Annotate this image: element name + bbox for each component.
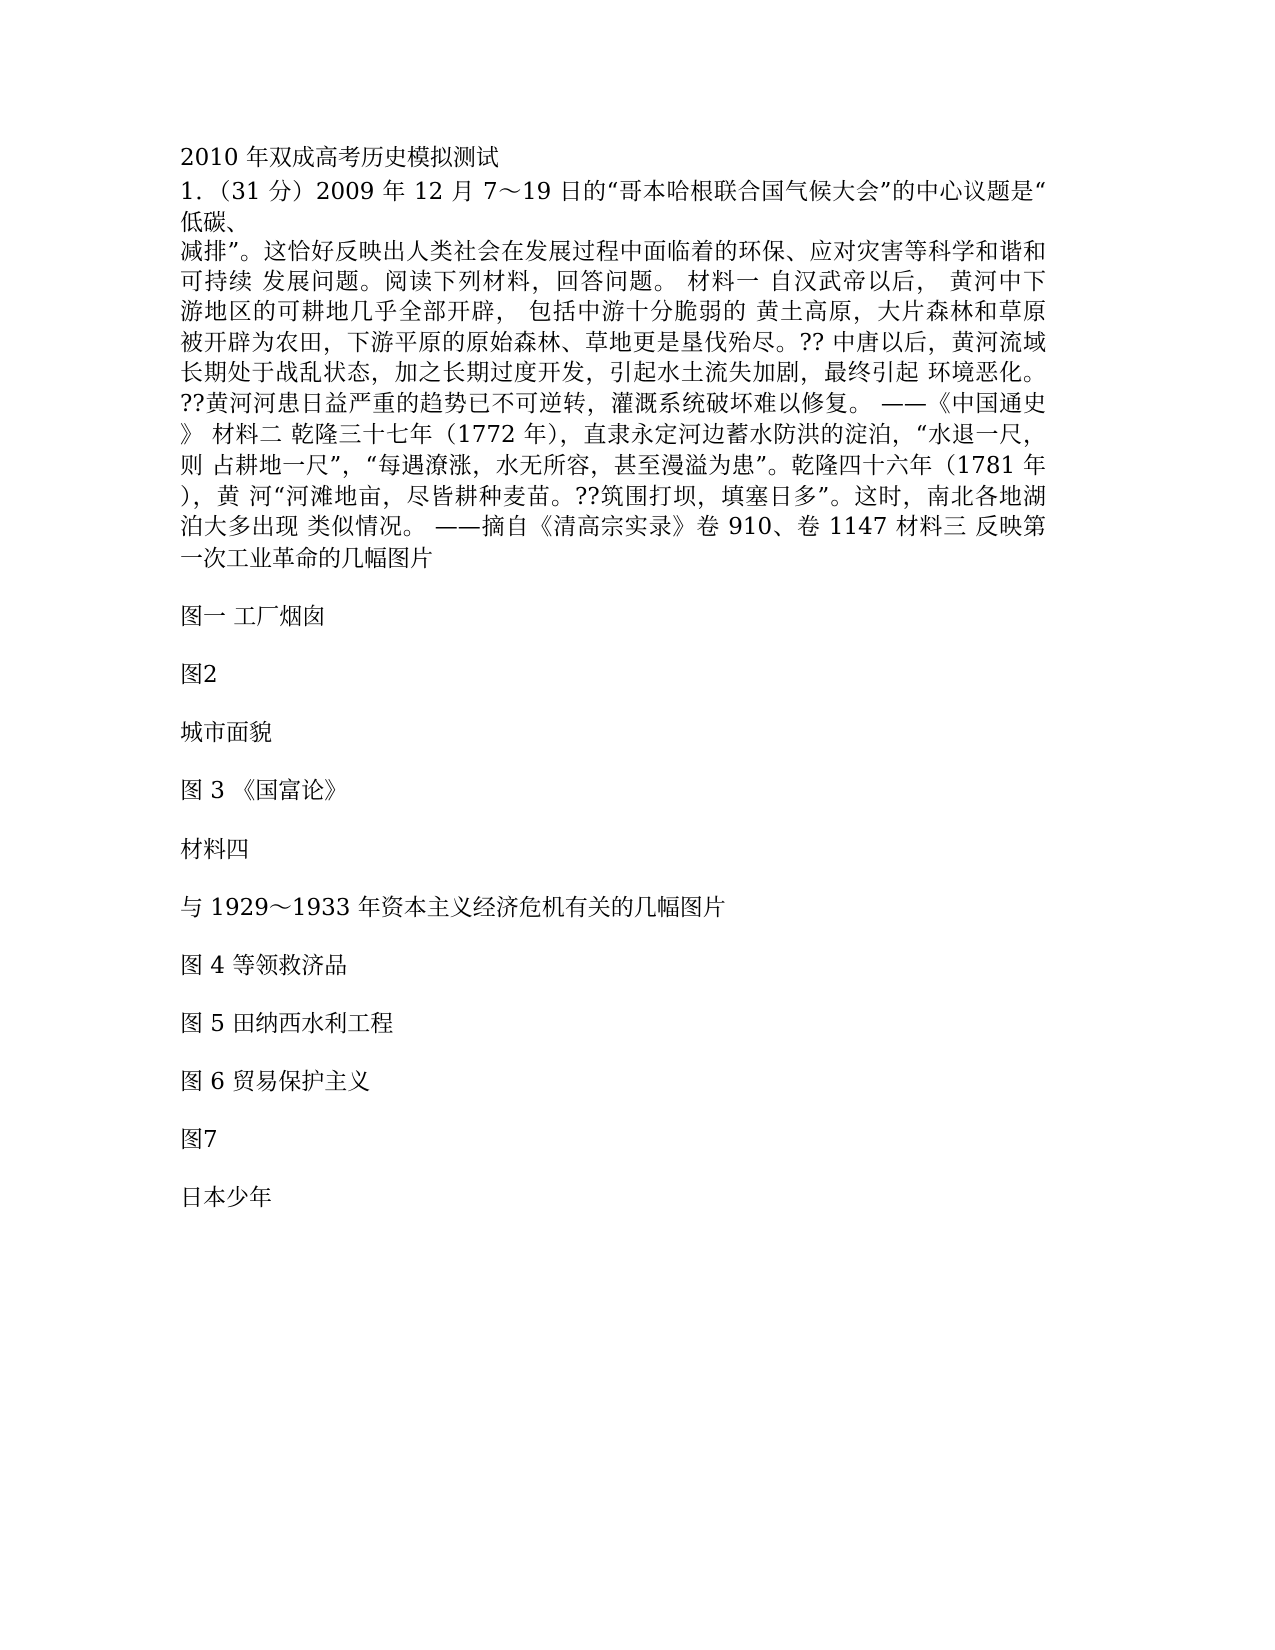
question-line-7: 长期处于战乱状态，加之长期过度开发，引起水土流失加剧，最终引起 环境恶化。	[180, 360, 1046, 386]
question-line-1: 1．（31 分）2009 年 12 月 7～19 日的“哥本哈根联合国气候大会”的中心议题是“	[180, 179, 1046, 205]
question-line-11: ），黄 河“河滩地亩，尽皆耕种麦苗。??筑围打坝，填塞日多”。这时，南北各地湖	[180, 484, 1046, 510]
question-line-8: ??黄河河患日益严重的趋势已不可逆转，灌溉系统破坏难以修复。 ——《中国通史	[180, 391, 1046, 417]
document-title: 2010 年双成高考历史模拟测试	[180, 145, 499, 171]
question-line-6: 被开辟为农田，下游平原的原始森林、草地更是垦伐殆尽。?? 中唐以后，黄河流域	[180, 330, 1046, 356]
figure-caption-3: 图 3 《国富论》	[180, 778, 348, 804]
figure-caption-2: 图2	[180, 662, 218, 688]
figure-caption-1: 图一 工厂烟囱	[180, 604, 326, 630]
figure-caption-city: 城市面貌	[180, 720, 272, 746]
material-4-description: 与 1929～1933 年资本主义经济危机有关的几幅图片	[180, 895, 726, 921]
figure-caption-6: 图 6 贸易保护主义	[180, 1069, 371, 1095]
figure-caption-5: 图 5 田纳西水利工程	[180, 1011, 394, 1037]
figure-caption-4: 图 4 等领救济品	[180, 953, 348, 979]
question-line-9: 》 材料二 乾隆三十七年（1772 年），直隶永定河边蓄水防洪的淀泊，“水退一尺，	[180, 422, 1046, 448]
figure-caption-japan: 日本少年	[180, 1185, 272, 1211]
question-line-10: 则 占耕地一尺”，“每遇潦涨，水无所容，甚至漫溢为患”。乾隆四十六年（1781 年	[180, 453, 1046, 479]
question-line-4: 可持续 发展问题。阅读下列材料，回答问题。 材料一 自汉武帝以后， 黄河中下	[180, 269, 1046, 295]
figure-caption-7: 图7	[180, 1127, 218, 1153]
question-line-3: 减排”。这恰好反映出人类社会在发展过程中面临着的环保、应对灾害等科学和谐和	[180, 239, 1046, 265]
question-line-13: 一次工业革命的几幅图片	[180, 546, 433, 572]
question-line-5: 游地区的可耕地几乎全部开辟， 包括中游十分脆弱的 黄土高原，大片森林和草原	[180, 299, 1046, 325]
material-4-heading: 材料四	[180, 837, 249, 863]
question-line-12: 泊大多出现 类似情况。 ——摘自《清高宗实录》卷 910、卷 1147 材料三 反映第	[180, 514, 1046, 540]
question-line-2: 低碳、	[180, 210, 249, 236]
